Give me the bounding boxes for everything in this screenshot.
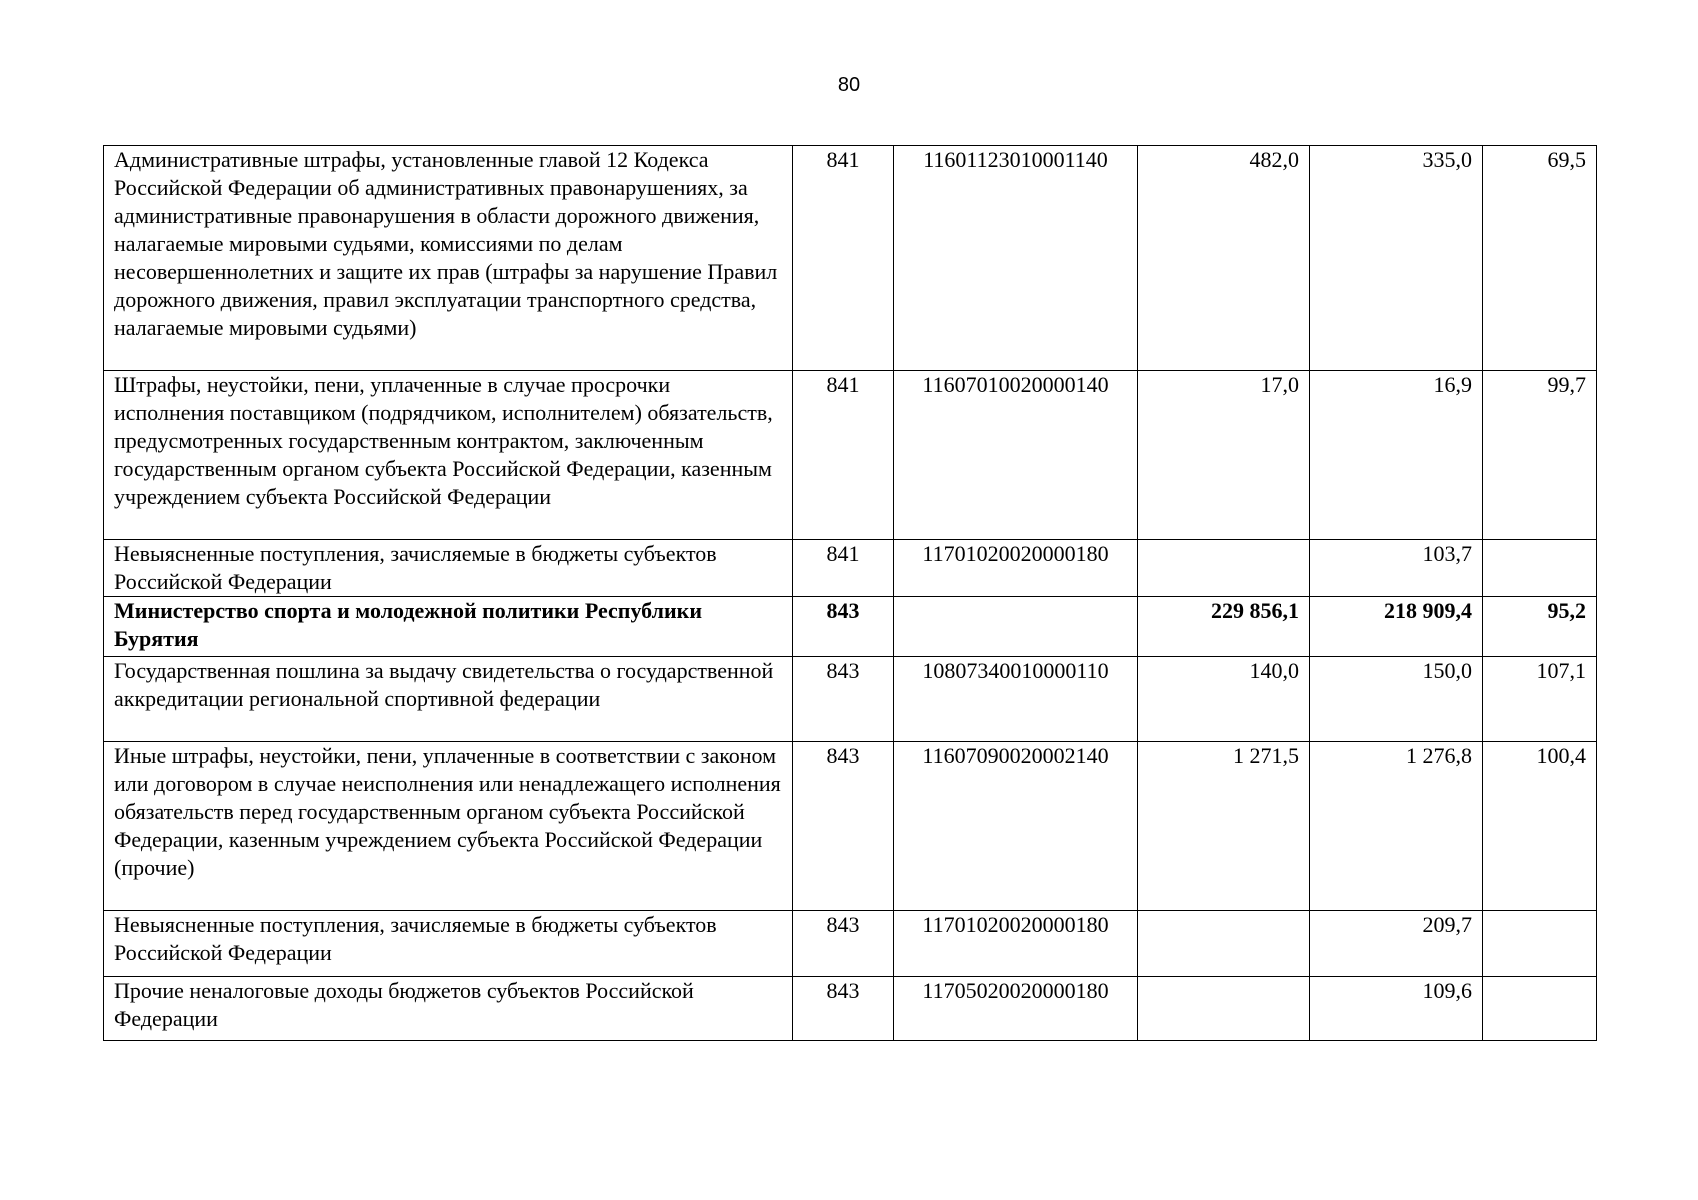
row-plan: 140,0 (1138, 657, 1310, 742)
row-budget-code: 11701020020000180 (894, 911, 1138, 977)
table-row (104, 371, 1597, 540)
row-budget-code: 11607090020002140 (894, 742, 1138, 911)
table-row (104, 657, 1597, 742)
row-name: Административные штрафы, установленные главой 12 Кодекса Российской Федерации об административных правонарушениях, за административные правонарушения в области дорожного движения, налагаемые мировыми судьями, комиссиями по делам несовершеннолетних и защите их прав (штрафы за нарушение Правил дорожного движения, правил эксплуатации транспортного средства, налагаемые мировыми судьями) (104, 146, 793, 371)
row-percent: 100,4 (1483, 742, 1597, 911)
row-percent: 99,7 (1483, 371, 1597, 540)
row-percent: 95,2 (1483, 597, 1597, 657)
row-name: Прочие неналоговые доходы бюджетов субъектов Российской Федерации (104, 977, 793, 1041)
row-actual: 335,0 (1310, 146, 1483, 371)
row-name: Министерство спорта и молодежной политики Республики Бурятия (104, 597, 793, 657)
row-budget-code: 11701020020000180 (894, 540, 1138, 597)
row-plan: 229 856,1 (1138, 597, 1310, 657)
table-row (104, 742, 1597, 911)
table-row (104, 540, 1597, 597)
table-row (104, 977, 1597, 1041)
row-budget-code: 11705020020000180 (894, 977, 1138, 1041)
table-row-ministry-header (104, 597, 1597, 657)
page-number: 80 (837, 74, 861, 96)
row-percent: 69,5 (1483, 146, 1597, 371)
row-actual: 109,6 (1310, 977, 1483, 1041)
row-name: Государственная пошлина за выдачу свидетельства о государственной аккредитации региональной спортивной федерации (104, 657, 793, 742)
row-plan: 17,0 (1138, 371, 1310, 540)
row-budget-code (894, 597, 1138, 657)
row-name: Невыясненные поступления, зачисляемые в бюджеты субъектов Российской Федерации (104, 540, 793, 597)
row-name: Иные штрафы, неустойки, пени, уплаченные в соответствии с законом или договором в случае неисполнения или ненадлежащего исполнения обязательств перед государственным органом субъекта Российской Федерации, казенным учреждением субъекта Российской Федерации (прочие) (104, 742, 793, 911)
row-percent (1483, 911, 1597, 977)
row-percent (1483, 977, 1597, 1041)
row-plan (1138, 911, 1310, 977)
row-plan: 482,0 (1138, 146, 1310, 371)
row-actual: 16,9 (1310, 371, 1483, 540)
row-actual: 150,0 (1310, 657, 1483, 742)
row-actual: 103,7 (1310, 540, 1483, 597)
row-plan: 1 271,5 (1138, 742, 1310, 911)
row-name: Невыясненные поступления, зачисляемые в бюджеты субъектов Российской Федерации (104, 911, 793, 977)
row-actual: 218 909,4 (1310, 597, 1483, 657)
row-admin-code: 843 (793, 742, 894, 911)
row-admin-code: 843 (793, 597, 894, 657)
row-admin-code: 843 (793, 977, 894, 1041)
row-admin-code: 841 (793, 371, 894, 540)
row-admin-code: 841 (793, 146, 894, 371)
row-admin-code: 843 (793, 657, 894, 742)
row-actual: 209,7 (1310, 911, 1483, 977)
row-admin-code: 843 (793, 911, 894, 977)
row-admin-code: 841 (793, 540, 894, 597)
row-budget-code: 10807340010000110 (894, 657, 1138, 742)
row-plan (1138, 977, 1310, 1041)
row-name: Штрафы, неустойки, пени, уплаченные в случае просрочки исполнения поставщиком (подрядчиком, исполнителем) обязательств, предусмотренных государственным контрактом, заключенным государственным органом субъекта Российской Федерации, казенным учреждением субъекта Российской Федерации (104, 371, 793, 540)
row-budget-code: 11607010020000140 (894, 371, 1138, 540)
row-budget-code: 11601123010001140 (894, 146, 1138, 371)
row-plan (1138, 540, 1310, 597)
budget-table (103, 145, 1597, 1041)
row-percent (1483, 540, 1597, 597)
table-row (104, 911, 1597, 977)
row-percent: 107,1 (1483, 657, 1597, 742)
table-row (104, 146, 1597, 371)
row-actual: 1 276,8 (1310, 742, 1483, 911)
